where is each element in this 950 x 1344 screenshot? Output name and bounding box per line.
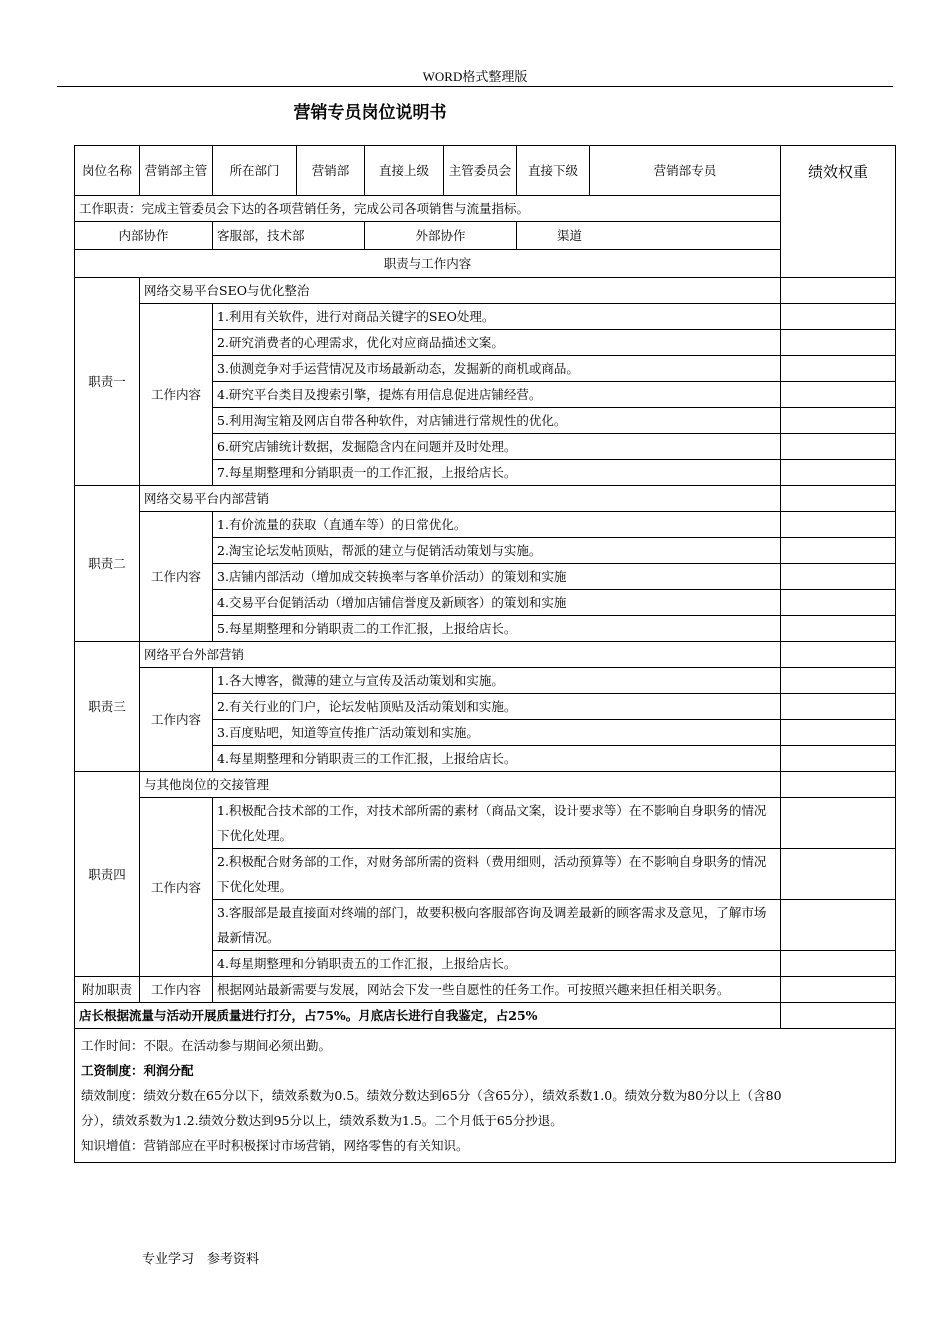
duty-3-item-1: 1.各大博客，微薄的建立与宣传及活动策划和实施。 bbox=[213, 668, 781, 694]
extra-content-label: 工作内容 bbox=[140, 977, 213, 1003]
post-name-label: 岗位名称 bbox=[75, 146, 140, 196]
performance-note: 绩效制度：绩效分数在65分以下，绩效系数为0.5。绩效分数达到65分（含65分），绩效系数1.0。绩效分数为80分以上（含80分），绩效系数为1.2.绩效分数达到95分以上，绩效系数为1.5。二个月低于65分抄退。 bbox=[81, 1088, 782, 1128]
subordinate-label: 直接下级 bbox=[517, 146, 590, 196]
kpi-cell bbox=[781, 772, 896, 798]
kpi-cell bbox=[781, 746, 896, 772]
duty-3-item-2: 2.有关行业的门户，论坛发帖顶贴及活动策划和实施。 bbox=[213, 694, 781, 720]
kpi-cell bbox=[781, 798, 896, 849]
kpi-cell bbox=[781, 330, 896, 356]
duty-2-item-3: 3.店铺内部活动（增加成交转换率与客单价活动）的策划和实施 bbox=[213, 564, 781, 590]
duty-3-label: 职责三 bbox=[75, 642, 140, 772]
duty-2-label: 职责二 bbox=[75, 486, 140, 642]
duty-2-item-5: 5.每星期整理和分销职责二的工作汇报，上报给店长。 bbox=[213, 616, 781, 642]
duty-summary: 工作职责：完成主管委员会下达的各项营销任务，完成公司各项销售与流量指标。 bbox=[75, 196, 781, 222]
page-footer: 专业学习 参考资料 bbox=[142, 1252, 260, 1267]
duty-3-item-3: 3.百度贴吧，知道等宣传推广活动策划和实施。 bbox=[213, 720, 781, 746]
internal-collab-label: 内部协作 bbox=[75, 222, 213, 250]
kpi-cell bbox=[781, 460, 896, 486]
duty-3-item-4: 4.每星期整理和分销职责三的工作汇报，上报给店长。 bbox=[213, 746, 781, 772]
kpi-cell bbox=[781, 694, 896, 720]
duty-1-item-3: 3.侦测竞争对手运营情况及市场最新动态，发掘新的商机或商品。 bbox=[213, 356, 781, 382]
duty-1-item-7: 7.每星期整理和分销职责一的工作汇报，上报给店长。 bbox=[213, 460, 781, 486]
kpi-cell bbox=[781, 434, 896, 460]
footer-notes bbox=[75, 1029, 896, 1163]
kpi-weight-header: 绩效权重 bbox=[781, 146, 896, 278]
duty-2-item-1: 1.有价流量的获取（直通车等）的日常优化。 bbox=[213, 512, 781, 538]
work-time-note: 工作时间：不限。在活动参与期间必须出勤。 bbox=[81, 1038, 332, 1053]
kpi-cell bbox=[781, 512, 896, 538]
dept-label: 所在部门 bbox=[213, 146, 297, 196]
section-title: 职责与工作内容 bbox=[75, 250, 781, 278]
kpi-cell bbox=[781, 720, 896, 746]
dept-value: 营销部 bbox=[297, 146, 365, 196]
duty-1-title: 网络交易平台SEO与优化整治 bbox=[140, 278, 781, 304]
superior-label: 直接上级 bbox=[365, 146, 444, 196]
kpi-cell bbox=[781, 642, 896, 668]
kpi-cell bbox=[781, 849, 896, 900]
duty-4-label: 职责四 bbox=[75, 772, 140, 977]
superior-value: 主管委员会 bbox=[444, 146, 517, 196]
duty-1-item-6: 6.研究店铺统计数据，发掘隐含内在问题并及时处理。 bbox=[213, 434, 781, 460]
extra-duty-label: 附加职责 bbox=[75, 977, 140, 1003]
duty-4-item-1: 1.积极配合技术部的工作，对技术部所需的素材（商品文案，设计要求等）在不影响自身职务的情况下优化处理。 bbox=[213, 798, 781, 849]
page-header-text: WORD格式整理版 bbox=[422, 69, 528, 84]
duty-2-item-4: 4.交易平台促销活动（增加店铺信誉度及新顾客）的策划和实施 bbox=[213, 590, 781, 616]
kpi-cell bbox=[781, 356, 896, 382]
kpi-cell bbox=[781, 278, 896, 304]
duty-1-item-1: 1.利用有关软件，进行对商品关键字的SEO处理。 bbox=[213, 304, 781, 330]
duty-2-content-label: 工作内容 bbox=[140, 512, 213, 642]
kpi-cell bbox=[781, 668, 896, 694]
duty-1-item-2: 2.研究消费者的心理需求，优化对应商品描述文案。 bbox=[213, 330, 781, 356]
header-rule bbox=[57, 86, 893, 87]
kpi-cell bbox=[781, 304, 896, 330]
extra-duty-text: 根据网站最新需要与发展，网站会下发一些自愿性的任务工作。可按照兴趣来担任相关职务。 bbox=[213, 977, 781, 1003]
external-collab-label: 外部协作 bbox=[365, 222, 517, 250]
document-title: 营销专员岗位说明书 bbox=[293, 103, 447, 123]
kpi-cell bbox=[781, 951, 896, 977]
internal-collab-value: 客服部，技术部 bbox=[213, 222, 365, 250]
kpi-cell bbox=[781, 486, 896, 512]
duty-1-content-label: 工作内容 bbox=[140, 304, 213, 486]
kpi-cell bbox=[781, 564, 896, 590]
duty-2-title: 网络交易平台内部营销 bbox=[140, 486, 781, 512]
subordinate-value: 营销部专员 bbox=[590, 146, 781, 196]
duty-4-item-4: 4.每星期整理和分销职责五的工作汇报，上报给店长。 bbox=[213, 951, 781, 977]
duty-1-label: 职责一 bbox=[75, 278, 140, 486]
external-collab-value: 渠道 bbox=[517, 222, 781, 250]
duty-4-content-label: 工作内容 bbox=[140, 798, 213, 977]
post-name-value: 营销部主管 bbox=[140, 146, 213, 196]
duty-4-item-3: 3.客服部是最直接面对终端的部门，故要积极向客服部咨询及调差最新的顾客需求及意见，了解市场最新情况。 bbox=[213, 900, 781, 951]
duty-4-title: 与其他岗位的交接管理 bbox=[140, 772, 781, 798]
duty-4-item-2: 2.积极配合财务部的工作，对财务部所需的资料（费用细则，活动预算等）在不影响自身职务的情况下优化处理。 bbox=[213, 849, 781, 900]
kpi-cell bbox=[781, 590, 896, 616]
knowledge-note: 知识增值：营销部应在平时积极探讨市场营销，网络零售的有关知识。 bbox=[81, 1138, 469, 1153]
duty-3-title: 网络平台外部营销 bbox=[140, 642, 781, 668]
scoring-rule: 店长根据流量与活动开展质量进行打分，占75%。月底店长进行自我鉴定，占25% bbox=[75, 1003, 781, 1029]
kpi-cell bbox=[781, 1003, 896, 1029]
duty-3-content-label: 工作内容 bbox=[140, 668, 213, 772]
kpi-cell bbox=[781, 616, 896, 642]
kpi-cell bbox=[781, 382, 896, 408]
job-description-table bbox=[74, 145, 896, 1163]
salary-note: 工资制度：利润分配 bbox=[81, 1063, 194, 1078]
kpi-cell bbox=[781, 538, 896, 564]
kpi-cell bbox=[781, 408, 896, 434]
kpi-cell bbox=[781, 977, 896, 1003]
duty-1-item-5: 5.利用淘宝箱及网店自带各种软件，对店铺进行常规性的优化。 bbox=[213, 408, 781, 434]
duty-2-item-2: 2.淘宝论坛发帖顶贴，帮派的建立与促销活动策划与实施。 bbox=[213, 538, 781, 564]
duty-1-item-4: 4.研究平台类目及搜索引擎，提炼有用信息促进店铺经营。 bbox=[213, 382, 781, 408]
kpi-cell bbox=[781, 900, 896, 951]
